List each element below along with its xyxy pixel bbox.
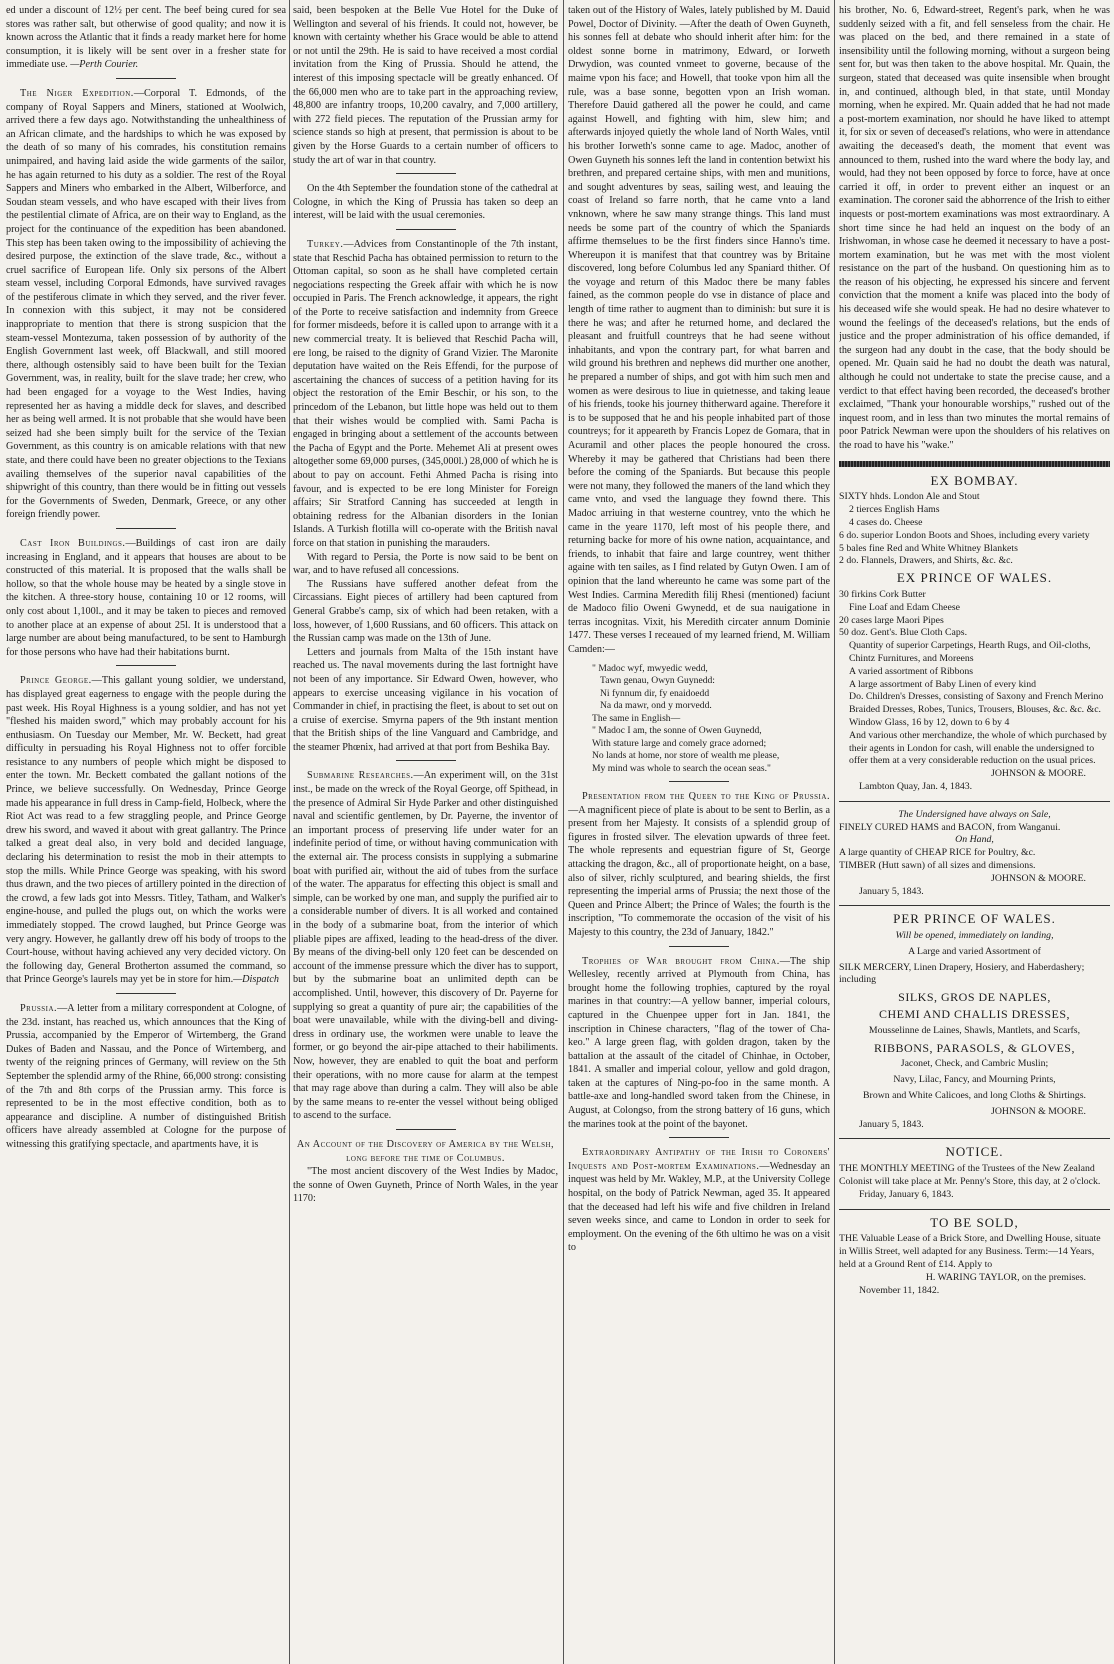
column-rule [563,0,564,1664]
article-credit: —Dispatch [233,974,279,986]
article-text: The Russians have suffered another defeat from the Circassians. Eight pieces of artillery had been captured from General Grabbe's camp, six of which had been retaken, with a loss, however, of 1,600 Russians, and 60 officers. This attack on the Russian camp was made on the 13th of June. [293,578,558,645]
divider [116,993,176,994]
article-irish-antipathy [568,1146,830,1255]
advert-line: Jaconet, Check, and Cambric Muslin; [900,1058,1049,1070]
article-text: —The ship Wellesley, recently arrived at Plymouth from China, has brought home the following trophies, captured by the royal marines in that country:—A yellow banner, imperial colours, captured in the Chuenpee upper fort in Jan. 1841, the inscription in Chinese characters, "flag of the tower of Cha-keo." A large green flag, with golden dragon, taken by the battalion at the assault of the citadel of Chinhae, in October, 1841. A smaller and imperial colour, yellow and gold dragon, taken at the captures of Ning-po-foo in the same month. A battle-axe and long-handled sword taken from the Chinese, in August, at Colongso, from the strong battery of 16 guns, which the marines took at the point of the bayonet. [568,955,830,1130]
poem-line: Tawn genau, Owyn Guynedd: [600,675,715,686]
column-4 [839,4,1110,1660]
advert-title: EX BOMBAY. [930,472,1019,488]
advert-line: SILKS, GROS DE NAPLES, [898,990,1051,1005]
article-beef [6,4,286,72]
article-text: —Buildings of cast iron are daily increasing in England, and it appears that houses are about to be constructed of this material. It is proposed that the walls shall be hollow, so that the whole house may be heated by a single stove in the kitchen. A three-story house, containing 10 or 12 rooms, will only cost about 1,100l., and it may be taken to pieces and removed to another place at an expense of about 25l. It is understood that a large number are about being manufactured, to be sent to Hamburgh for those persons who have had their habitations burnt. [6,537,286,658]
advert-line: CHEMI AND CHALLIS DRESSES, [878,1007,1071,1022]
advert-notice [839,1146,1110,1201]
advert-rule [839,1138,1110,1139]
article-text: —An experiment will, on the 31st inst., be made on the wreck of the Royal George, off Spithead, in the presence of Admiral Sir Hyde Parker and other distinguished naval and scientific gentlemen, by Dr. Payerne, the inventor of an important process of preserving life under water for an indefinite period of time, or without having communication with the external air. The process consists in supplying a submarine boat with purified air, without the aid of tubes from the surface of the water. The apparatus for effecting this object is small and simple, can be worked by one man, and supply the purified air to a considerable number of divers. It is all worked and contained in the body of a submarine boat, from the interior of which pliable pipes are affixed, leading to the head-dress of the diver. By means of the diving-bell only 120 feet can be descended on account of the immense pressure which the diver has to support, but by the submarine boat an unlimited depth can be accomplished. Until, however, this discovery of Dr. Payerne for supplying so great a quantity of pure air; the capabilities of the boat were unavailable, while with the diving-bell and diving-dress in ordinary use, the workmen were unable to leave the former, or go beyond the air-pipe attached to their habiliments. Now, however, they are enabled to quit the boat and perform their operations, with no more cause for alarm at the tempest that may rage above than during a calm. They will also be able by the same means to re-enter the vessel without being obliged to ascend to the surface. [293,770,558,1122]
advert-line: THE Valuable Lease of a Brick Store, and Dwelling House, situate in Willis Street, well adapted for any Business. Term:—14 Years, held at a Ground Rent of £14. Apply to [839,1233,1101,1271]
advert-line: Do. Children's Dresses, consisting of Saxony and French Merino Braided Dresses, Robes, Tunics, Trousers, Blouses, &c. &c. &c. [849,691,1104,716]
article-credit: —Perth Courier. [70,59,139,71]
advert-line: Window Glass, 16 by 12, down to 6 by 4 [849,716,1010,728]
article-text: —This gallant young soldier, we understand, has displayed great eagerness to engage with the people during the past week. His Royal Highness is a young soldier, and has not yet "fleshed his maiden sword," which may probably account for his enthusiasm. On Tuesday our Member, Mr. W. Beckett, had great difficulty in persuading his Royal Highness not to offer forcible resistance to any numbers of people which might be disposed to enter the town. Mr. Beckett combated the gallant notions of the Prince, we believe successfully. On Wednesday, Prince George made his appearance in full dress in Camp-field, Holbeck, where the Riot Act was read to a few straggling people, and Prince George drew his sword, and waved it about with great gallantry. The Prince talked a great deal also, in very bold and decided language, declaring his determination to resist the mob in their attempts to stop the mills. While Prince George was speaking, with his sword thus drawn, and the two pieces of artillery pointed in the direction of the crowd, a few lads got into Messrs. Titley, Tatham, and Walker's engine-house, and pulled the plugs out, on which the works were immediately stopped. The crowd laughed, but Prince George was very angry. However, he gallantly drew off his body of troops to the Court-house, without having achieved any very decided victory. On the following day, General Brotherton assumed the command, so that Prince George's laurels may yet be in store for him. [6,675,286,986]
advert-signer: JOHNSON & MOORE. [991,872,1086,884]
advert-line: 50 doz. Gent's. Blue Cloth Caps. [839,627,968,639]
advert-per-prince-of-wales [839,913,1110,1131]
column-2 [293,4,558,1660]
advert-line: Quantity of superior Carpetings, Hearth Rugs, and Oil-cloths, Chintz Furnitures, and Moreens [849,640,1091,664]
article-niger-expedition [6,87,286,522]
advert-line: 30 firkins Cork Butter [839,588,926,600]
article-discovery-continued [568,4,830,775]
article-heading: Prussia. [20,1002,58,1014]
article-trophies-of-war [568,955,830,1132]
advert-line: SILK MERCERY, Linen Drapery, Hosiery, and Haberdashery; including [839,961,1085,986]
article-text: ed under a discount of 12½ per cent. The beef being cured for sea stores was rather salt, but otherwise of good quality; and now it is known across the Atlantic that it finds a ready market here for home consumption, it is likely will be sent over in a fresher state for immediate use. [6,5,286,71]
advert-date: January 5, 1843. [859,885,924,897]
advert-line: 20 cases large Maori Pipes [839,614,944,626]
advert-signer: H. WARING TAYLOR, on the premises. [925,1271,1086,1283]
advert-date: January 5, 1843. [859,1118,924,1130]
article-text: Letters and journals from Malta of the 15th instant have reached us. The naval movements during the last fortnight have not been of any importance. Sir Edward Owen, however, who appears to exercise unceasing vigilance in his vocation of Commander in chief, in practising the fleet, is about to set out on a cruise of exercise. Smyrna papers of the 9th instant mention that the British ships of the line Vanguard and Cambridge, and the steamer Phœnix, had arrived at that port from Beshika Bay. [293,646,558,753]
column-rule [834,0,835,1664]
advert-signer: JOHNSON & MOORE. [991,1105,1086,1117]
article-text: —A magnificent piece of plate is about to be sent to Berlin, as a present from her Majesty. It consists of a splendid group of figures in frosted silver. The elevation upwards of three feet. The whole represents and equestrian figure of St, George attacking the dragon, &c., all of proportionate height, on a base, also of silver, richly sculptured, and bearing shields, the first representing the imperial arms of Prussia; the next those of the Queen and Prince Albert; the Prince of Wales; the fourth is the inscription, "To commemorate the occasion of the visit of his Majesty to this country, the 23d of January, 1842." [568,804,830,938]
advert-heading: The Undersigned have always on Sale, [898,808,1051,820]
poem-line: " Madoc I am, the sonne of Owen Guynedd, [592,725,762,736]
article-heading: Extraordinary Antipathy of the Irish to Coroners' Inquests and Post-mortem Examinations. [568,1147,830,1172]
divider [116,78,176,79]
advert-rule [839,801,1110,802]
ornamental-rule [839,461,1110,467]
article-heading: Prince George. [20,675,92,687]
advert-line: Navy, Lilac, Fancy, and Mourning Prints, [893,1074,1056,1086]
article-heading: Presentation from the Queen to the King of Prussia. [582,791,830,802]
article-presentation-to-king [568,790,830,940]
advert-title: TO BE SOLD, [930,1214,1019,1230]
article-text: his brother, No. 6, Edward-street, Regent's park, when he was suddenly seized with a fit, and fell senseless from the chair. He was placed on the bed, and there remained in a state of insensibility until the following morning, without a surgeon being sent for, but was then taken to the above hospital. Mr. Quain, the surgeon, stated that deceased was quite insensible when brought in, and continued, although bled, in that state, until Monday morning, when he expired. Mr. Quain added that he had not made a post-mortem examination, nor should he have liked to attempt it, for six or seven of deceased's relations, who were in attendance awaiting the deceased's death, the moment that event was announced to them, rushed into the ward where the body lay, and would, had they not been opposed by force to force, have at once carried it off, in order to prevent either an inquest or an examination. The coroner said the abhorrence of the Irish to either inquests or post-mortem examinations was most extraordinary. A short time since he had held an inquest on the body of an Irishwoman, in whose case he deemed it necessary to have a post-mortem examination, but he was met with the most violent resistance on the part of the husband. On questioning him as to the reason of his objecting, he expressed his sincere and fervent conviction that the moment a knife was placed into the body of his deceased wife she would speak. He had no desire whatever to wound the feelings of the deceased's relations, but the ends of justice and the proper administration of his office demanded, if the surgeon had any doubt in the case, that the body should be opened. Mr. Quain said he had no doubt the death was natural, although he could not undertake to state the precise cause, and a verdict to that effect having been recorded, the deceased's brother exclaimed, "Thank your honourable worships," rushed out of the inquest room, and in less than two minutes the mortal remains of poor Patrick Newman were upon the shoulders of his relatives on the road to have his "wake." [839,5,1110,451]
column-rule [289,0,290,1664]
advert-line: 2 tierces English Hams [849,504,940,516]
poem-line: Na da mawr, ond y morvedd. [600,700,712,711]
article-text: "The most ancient discovery of the West Indies by Madoc, the sonne of Owen Guyneth, Prince of North Wales, in the year 1170: [293,1166,558,1205]
poem-caption: The same in English— [592,712,681,724]
article-cast-iron-buildings [6,537,286,659]
article-heading: An Account of the Discovery of America by the Welsh, long before the time of Columbus. [296,1138,555,1164]
divider [116,665,176,666]
advert-line: 4 cases do. Cheese [849,516,923,528]
advert-line: A large assortment of Baby Linen of every kind [849,678,1037,690]
divider [396,229,456,230]
advert-line: FINELY CURED HAMS and BACON, from Wanganui. [839,821,1061,833]
advert-line: Fine Loaf and Edam Cheese [849,601,960,613]
divider [396,173,456,174]
advert-line: A varied assortment of Ribbons [849,665,974,677]
article-text: —A letter from a military correspondent at Cologne, of the 23d. instant, has reached us, which announces that the King of Prussia, accompanied by the Emperor of Wirtemberg, the Grand Dukes of Baden and Nassau, and the Ponce of Wirtemberg, and twenty of the reigning princes of Germany, will review on the 5th September the splendid army of the Rhine, 66,000 strong: consisting of the 7th and 8th corps of the Prussian army. This force is represented to be in the most effective condition, both as to appearance and discipline. A number of distinguished British officers have already assembled at Cologne for the purpose of witnessing this gratifying spectacle, and apartments have, it is [6,1002,286,1150]
article-text: taken out of the History of Wales, lately published by M. Dauid Powel, Doctor of Divinity. —After the death of Owen Guyneth, his sonnes fell at debate who should inherit after him: for the oldest sonne borne in matrimony, Edward, or Iorweth Drwydion, was counted vnmeet to governe, because of the maime vpon his face; and Howell, that tooke vpon him all the rule, was a base sonne, begotten vpon an Irish woman. Therefore Dauid gathered all the power he could, and came against Howell, and fighting with him, slew him; and afterwards injoyed quietly the whole land of North Wales, vntil his brother Iorweth's sonne came to age. Madoc, another of Owen Guyneth his sonnes left the land in contention betwixt his brethren, and prepared certaine ships, with men and munitions, and sought adventures by seas, sailing west, and leauing the coast of Ireland so farre north, that he came vnto a land vnknown, where he saw many strange things. This land must needs be some part of the country of which the Spaniards affirme themselues to be the first finders since Hanno's time. Whereupon it is manifest that that countrey was by Britaine discovered, long before Columbus led any Spaniard thither. Of the voyage and return of this Madoc there be many fables fained, as the common people do vse in distance of place and length of time rather to augment than to diminish: but sure it is there he was; and after he returned home, and declared the pleasant and fruitfull countreys that he had seene without inhabitants, and vpon the contrary part, for what barren and wild ground his brethren and nephews did murther one another, he prepared a number of ships, and got with him such men and women as were desirous to liue in quietnesse, and taking leaue of his friends, tooke his journey thitherward againe. Therefore it is to be supposed that he and his people inhabited part of those countreys; for it appeareth by Francis Lopez de Gomara, that in Acuramil and other places the people honoured the cross. Whereby it may be gathered that Christians had been there before the coming of the Spaniards. But because this people were not many, they followed the maners of the land which they came vnto, and vsed the language they fownd there. This Madoc arriuing in that westerne countrey, vnto the which he came in the yeare 1170, left most of his people there, and returning backe for more of his owne nation, acquaintance, and friends, to inhabit that faire and large countrey, went thither againe with ten sailes, as I find related by Gutyn Owen. I am of opinion that the land whereunto he came was some part of the West Indies. Carmina Meredith filij Rhesi (mentioned) faciunt de Madoco filio Oweni Gwynedd, et de sua nauigatione in terras incognitas. Vixit, his Meredith circater annum Dominie 1477. These verses I receaued of my learned friend, M. William Camden:— [568,5,830,655]
divider [116,528,176,529]
advert-signer: JOHNSON & MOORE. [991,768,1086,780]
article-text: said, been bespoken at the Belle Vue Hotel for the Duke of Wellington and several of his friends. It could not, however, be known with certainty whether his Grace would be able to attend or not until the 29th. He is said to have received a most cordial invitation from the King of Prussia. Should he attend, the interest of this imposing spectacle will be greatly enhanced. Of the 66,000 men who are to take part in the approaching review, 48,800 are infantry troops, 10,200 cavalry, and 7,000 artillery, with 272 field pieces. The reputation of the Prussian army for science stands so high at present, that permission is about to be given by the Horse Guards to a certain number of officers to study the art of war in that country. [293,5,558,166]
article-text: On the 4th September the foundation stone of the cathedral at Cologne, in which the King of Prussia has taken so deep an interest, will be laid with the usual ceremonies. [293,183,558,222]
advert-line: Brown and White Calicoes, and long Cloths & Shirtings. [863,1090,1086,1102]
article-heading: The Niger Expedition. [20,87,134,99]
poem-line: With stature large and comely grace adorned; [592,737,767,749]
advert-title: NOTICE. [945,1144,1004,1160]
divider [669,946,729,947]
column-1 [6,4,286,1660]
advert-title: PER PRINCE OF WALES. [893,911,1056,927]
advert-date: Friday, January 6, 1843. [859,1188,954,1200]
advert-date: Lambton Quay, Jan. 4, 1843. [859,780,973,792]
poem-line: No lands at home, nor store of wealth me please, [592,750,780,761]
article-prince-george [6,674,286,987]
article-text: —Corporal T. Edmonds, of the company of Royal Sappers and Miners, stationed at Woolwich, arrived there a few days ago. Notwithstanding the unhealthiness of an African climate, and the hardships to which he was exposed by the death of so many of his comrades, his constitution remains unimpaired, and having laid aside the wide garments of the sailor, he has again returned to his duty as a soldier. The rest of the Royal Sappers and Miners who embarked in the Albert, Wilberforce, and Soudan steam vessels, and who have escaped with their lives from the pestilential climate of Africa, are on their way to England, as the project for the continuance of the expedition has been abandoned. This step has been taken owing to the impossibility of achieving the desired purpose, the extinction of the slave trade, &c., without a cruel sacrifice of European life. Only six persons of the Albert steam vessel, including Corporal Edmonds, have survived ravages of the pestiferous climate in which they served, and the river fever. In connexion with this subject, it may not be considered inappropriate to mention that there is strong suspicion that the steam-vessel Montezuma, taken possession of by authority of the English Government last week, off Blackwall, and still moored there, although ostensibly said to have been built for the Texian Government, was, in reality, built for the slave trade; her crew, who had been engaged for a voyage to the West Indies, having represented her as having a middle deck for slaves, and described her as being well armed. It is not probable that she would have been seized had she been simply built for the service of the Texian Government, as this country is on amicable relations with that new state, and there could have been no greater objections to the Texians availing themselves of the superior naval capabilities of the shipwright of this country, than there would be in fitting out vessels for the Governments of Sweden, Denmark, Greece, or any other foreign friendly power. [6,87,286,521]
column-3 [568,4,830,1660]
article-heading: Cast Iron Buildings. [20,537,126,549]
advert-title: EX PRINCE OF WALES. [896,570,1053,586]
advert-line: 2 do. Flannels, Drawers, and Shirts, &c. &c. [839,555,1013,567]
advert-line: A large quantity of CHEAP RICE for Poultry, &c. [839,847,1036,859]
advert-hams-bacon [839,809,1110,899]
divider [396,760,456,761]
welsh-poem [592,663,830,776]
poem-line: My mind was whole to search the ocean seas." [592,762,771,774]
article-heading: Submarine Researches. [307,770,414,782]
poem-line: " Madoc wyf, mwyedic wedd, [592,662,708,674]
advert-ex-bombay [839,472,1110,794]
advert-line: 6 do. superior London Boots and Shoes, including every variety [839,529,1090,541]
divider [396,1129,456,1130]
advert-rule [839,905,1110,906]
article-prussia [6,1002,286,1152]
advert-date: November 11, 1842. [859,1284,940,1296]
advert-line: THE MONTHLY MEETING of the Trustees of the New Zealand Colonist will take place at Mr. Penny's Store, this day, at 2 o'clock. [839,1163,1101,1188]
divider [669,781,729,782]
article-heading: Turkey. [307,238,344,250]
advert-line: And various other merchandize, the whole of which purchased by their agents in London for cash, will enable the undersigned to offer them at a very considerable reduction on the usual prices. [849,729,1107,767]
article-irish-antipathy-continued [839,4,1110,453]
article-text: —Advices from Constantinople of the 7th instant, state that Reschid Pacha has obtained permission to return to the Ottoman capital, so soon as he shall have completed certain negociations respecting the Greek affair with which he is now occupied in Paris. The French acknowledge, it appears, the right of the Porte to receive satisfaction and indemnity from Greece for former misdeeds, before it is called upon to arrange with it a new commercial treaty. It is believed that Reschid Pacha will, ere long, be raised to the dignity of Grand Vizier. The Maronite deputation have waited on the Reis Effendi, for the purpose of ascertaining the chances of success of a petition having for its object the restoration of the Emir Beschir, or his son, to the princedom of the Lebanon, but little hope was held out to them that their wishes would be complied with. Sami Pacha is engaged in bringing about a settlement of the accounts between the Pacha of Egypt and the Porte. Mehemet Ali at present owes altogether some 69,000 purses, (345,000l.) 28,000 of which he is about to pay on account. Fethi Ahmed Pacha is rising into favour, and is expected to be ere long Minister for Foreign affairs; Sir Stratford Canning has succeeded at length in obtaining redress for the Albanian disorders in the Ionian Islands. A Turkish flotilla will co-operate with the British naval force on that station in punishing the marauders. [293,238,558,549]
advert-line: 5 bales fine Red and White Whitney Blankets [839,542,1018,554]
advert-line: Mousselinne de Laines, Shawls, Mantlets, and Scarfs, [868,1024,1081,1036]
article-turkey [293,238,558,755]
advert-line: A Large and varied Assortment of [908,945,1041,957]
divider [669,1137,729,1138]
advert-line: SIXTY hhds. London Ale and Stout [839,491,980,503]
advert-subheading: On Hand, [955,834,994,846]
poem-line: Ni fynnum dir, fy enaidoedd [600,687,710,699]
advert-to-be-sold [839,1214,1110,1298]
article-cologne [293,182,558,223]
article-prussia-continued [293,4,558,167]
article-text: With regard to Persia, the Porte is now said to be bent on war, and to have refused all concessions. [293,551,558,577]
article-discovery-of-america [293,1138,558,1206]
advert-rule [839,1209,1110,1210]
advert-line: RIBBONS, PARASOLS, & GLOVES, [874,1040,1075,1055]
advert-line: TIMBER (Hutt sawn) of all sizes and dimensions. [839,859,1036,871]
article-heading: Trophies of War brought from China. [582,955,780,967]
article-submarine-researches [293,769,558,1122]
article-text: —Wednesday an inquest was held by Mr. Wakley, M.P., at the University College hospital, on the body of Patrick Newman, aged 35. It appeared that the deceased had left his wife and five children in Ireland seven weeks since, and came to London in order to seek for employment. On the evening of the 6th ultimo he was on a visit to [568,1160,830,1254]
advert-subheading: Will be opened, immediately on landing, [895,930,1054,942]
